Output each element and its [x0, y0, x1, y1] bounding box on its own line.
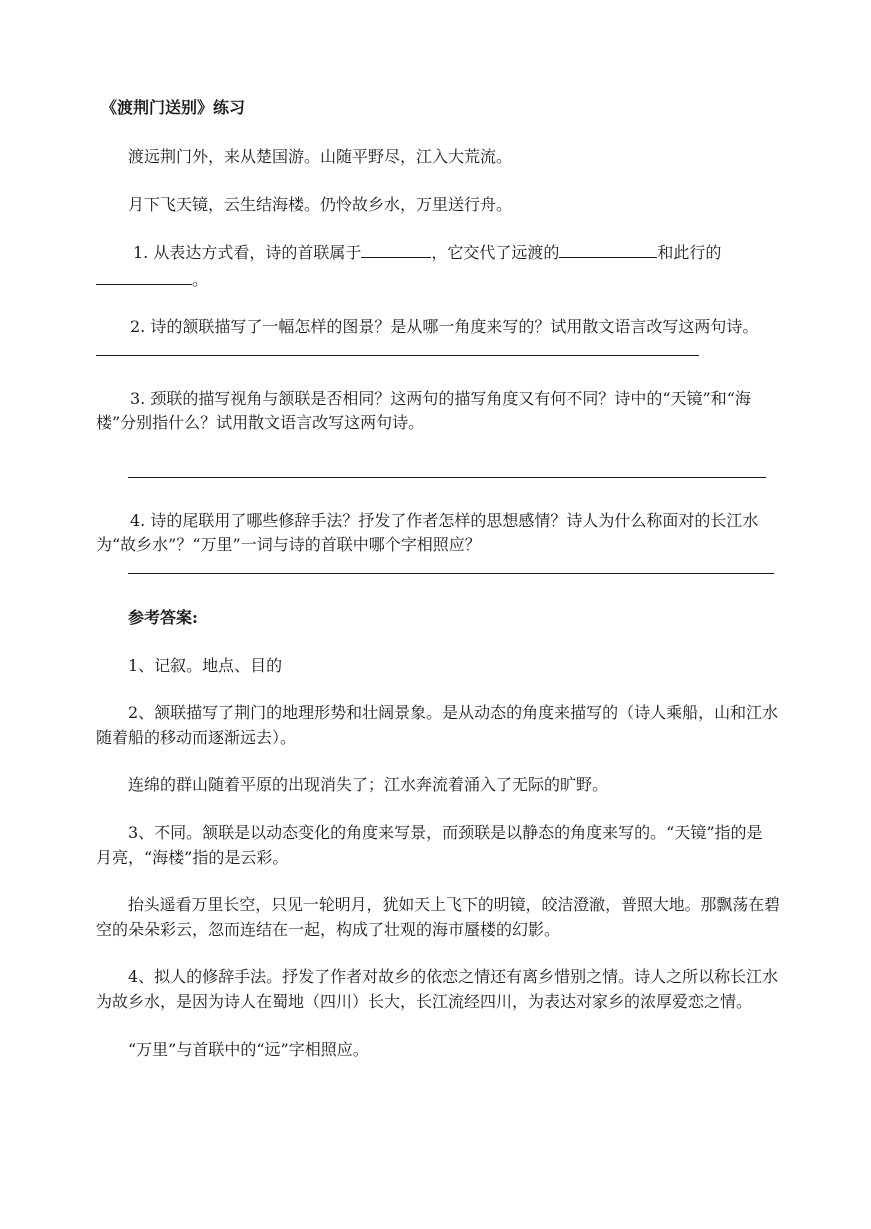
question-1-blank-3[interactable]: [96, 268, 192, 285]
answer-4-line-2: 为故乡水，是因为诗人在蜀地（四川）长大，长江流经四川，为表达对家乡的浓厚爱恋之情。: [96, 992, 753, 1011]
question-1-part-4: 。: [192, 270, 209, 289]
question-3-line-2: 楼”分别指什么？试用散文语言改写这两句诗。: [96, 413, 425, 432]
answer-2-line-2: 随着船的移动而逐渐远去）。: [96, 728, 297, 747]
answer-line-2[interactable]: [96, 355, 699, 356]
answer-1: 1、记叙。地点、目的: [128, 656, 283, 675]
question-1-part-3: 和此行的: [657, 243, 722, 262]
question-1: [133, 241, 721, 265]
answer-3-line-1: 3、不同。颔联是以动态变化的角度来写景，而颈联是以静态的角度来写的。“天镜”指的是: [128, 823, 763, 842]
question-1-blank-1[interactable]: [361, 241, 431, 258]
answer-line-3[interactable]: [128, 477, 766, 478]
question-2: 2. 诗的颔联描写了一幅怎样的图景？是从哪一角度来写的？试用散文语言改写这两句诗。: [130, 317, 759, 336]
answer-3-line-4: 空的朵朵彩云，忽而连结在一起，构成了壮观的海市蜃楼的幻影。: [96, 920, 561, 939]
question-3-line-1: 3. 颈联的描写视角与颔联是否相同？这两句的描写角度又有何不同？诗中的“天镜”和“海: [130, 389, 751, 408]
question-1-blank-2[interactable]: [559, 241, 657, 258]
page-title: 《渡荆门送别》练习: [101, 98, 246, 117]
question-4-line-1: 4. 诗的尾联用了哪些修辞手法？抒发了作者怎样的思想感情？诗人为什么称面对的长江水: [130, 511, 759, 530]
question-1-continued: [96, 268, 208, 292]
answer-4-line-3: “万里”与首联中的“远”字相照应。: [128, 1040, 369, 1059]
answer-2-line-1: 2、颔联描写了荆门的地理形势和壮阔景象。是从动态的角度来描写的（诗人乘船，山和江水: [128, 703, 779, 722]
answer-3-line-3: 抬头遥看万里长空，只见一轮明月，犹如天上飞下的明镜，皎洁澄澈，普照大地。那飘荡在碧: [128, 895, 781, 914]
poem-line-1: 渡远荆门外，来从楚国游。山随平野尽，江入大荒流。: [128, 147, 513, 166]
question-4-line-2: 为“故乡水”？“万里”一词与诗的首联中哪个字相照应？: [96, 535, 481, 554]
answer-2-line-3: 连绵的群山随着平原的出现消失了；江水奔流着涌入了无际的旷野。: [128, 775, 609, 794]
answer-line-4[interactable]: [128, 573, 774, 574]
question-1-part-2: ，它交代了远渡的: [431, 243, 560, 262]
answer-4-line-1: 4、拟人的修辞手法。抒发了作者对故乡的依恋之情还有离乡惜别之情。诗人之所以称长江水: [128, 967, 779, 986]
question-1-part-1: 1. 从表达方式看，诗的首联属于: [133, 243, 362, 262]
answers-heading: 参考答案:: [128, 608, 198, 627]
answer-3-line-2: 月亮，“海楼”指的是云彩。: [96, 848, 289, 867]
poem-line-2: 月下飞天镜，云生结海楼。仍怜故乡水，万里送行舟。: [128, 195, 513, 214]
